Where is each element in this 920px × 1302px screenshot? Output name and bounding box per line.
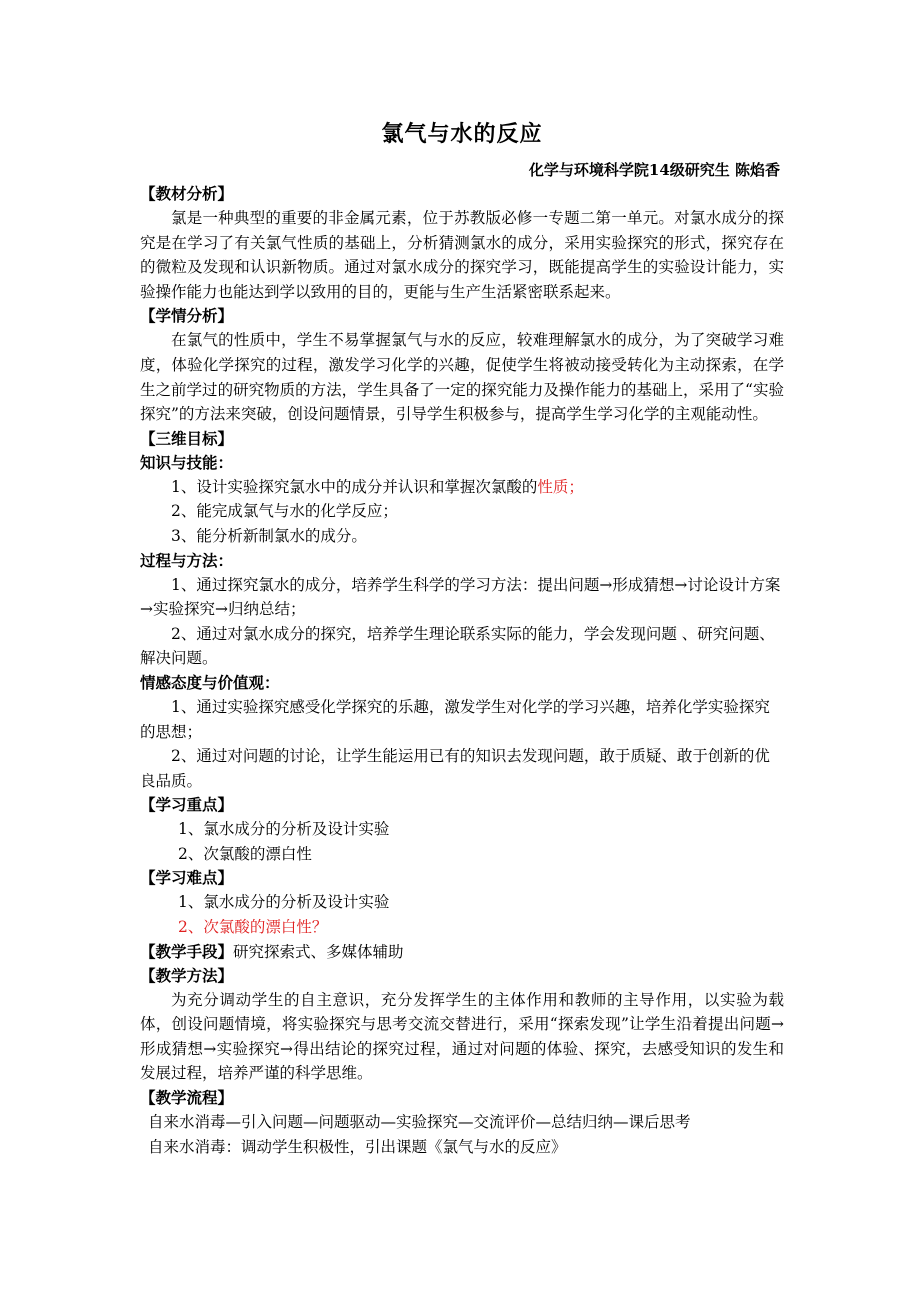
- author-line: 化学与环境科学院14级研究生 陈焰香: [528, 161, 780, 179]
- process-methods-label: 过程与方法：: [140, 550, 234, 570]
- difficulty-item-1: 1、氯水成分的分析及设计实验: [178, 893, 390, 912]
- difficulty-item-2: 2、次氯酸的漂白性？: [178, 918, 328, 937]
- keypoint-item-1: 1、氯水成分的分析及设计实验: [178, 820, 390, 839]
- material-analysis-text: 氯是一种典型的重要的非金属元素，位于苏教版必修一专题二第一单元。对氯水成分的探究是在学习了有关氯气性质的基础上，分析猜测氯水的成分，采用实验探究的形式，探究存在的微粒及发现和认识新物质。通过对氯水成分的探究学习，既能提高学生的实验设计能力，实验操作能力也能达到学以致用的目的，更能与生产生活紧密联系起来。: [140, 209, 784, 301]
- section-heading-material: 【教材分析】: [140, 184, 234, 203]
- section-heading-flow: 【教学流程】: [140, 1088, 234, 1108]
- section-heading-difficulties: 【学习难点】: [140, 868, 234, 888]
- knowledge-skills-label: 知识与技能：: [140, 452, 234, 472]
- process-item-2: 2、通过对氯水成分的探究，培养学生理论联系实际的能力，学会发现问题 、研究问题、解决问题。: [140, 624, 775, 668]
- section-heading-students: 【学情分析】: [140, 306, 234, 326]
- emotion-values-label: 情感态度与价值观：: [140, 672, 280, 692]
- teaching-means-text: 研究探索式、多媒体辅助: [233, 942, 404, 961]
- knowledge-item-1-highlight: 性质；: [537, 477, 584, 496]
- teaching-means-line: [140, 940, 784, 964]
- knowledge-item-3: 3、能分析新制氯水的成分。: [171, 526, 367, 545]
- section-heading-means: 【教学手段】: [140, 941, 234, 961]
- document-page: [140, 118, 784, 1159]
- section-heading-methods: 【教学方法】: [140, 965, 234, 985]
- section-heading-goals: 【三维目标】: [140, 428, 234, 448]
- emotion-item-1: 1、通过实验探究感受化学探究的乐趣，激发学生对化学的学习兴趣，培养化学实验探究的思想；: [140, 697, 770, 741]
- keypoint-item-2: 2、次氯酸的漂白性: [178, 844, 312, 863]
- knowledge-item-1-text: 1、设计实验探究氯水中的成分并认识和掌握次氯酸的: [171, 477, 538, 496]
- document-title: 氯气与水的反应: [381, 122, 543, 147]
- teaching-flow-line-2: 自来水消毒：调动学生积极性，引出课题《氯气与水的反应》: [148, 1137, 567, 1156]
- knowledge-item-2: 2、能完成氯气与水的化学反应；: [171, 502, 398, 521]
- teaching-methods-text: 为充分调动学生的自主意识，充分发挥学生的主体作用和教师的主导作用，以实验为载体，创设问题情境，将实验探究与思考交流交替进行，采用“探索发现”让学生沿着提出问题→形成猜想→实验探究→得出结论的探究过程，通过对问题的体验、探究，去感受知识的发生和发展过程，培养严谨的科学思维。: [140, 990, 784, 1083]
- emotion-item-2: 2、通过对问题的讨论，让学生能运用已有的知识去发现问题，敢于质疑、敢于创新的优良品质。: [140, 747, 770, 790]
- student-analysis-text: 在氯气的性质中，学生不易掌握氯气与水的反应，较难理解氯水的成分，为了突破学习难度，体验化学探究的过程，激发学习化学的兴趣，促使学生将被动接受转化为主动探索，在学生之前学过的研究物质的方法，学生具备了一定的探究能力及操作能力的基础上，采用了“实验探究”的方法来突破，创设问题情景，引导学生积极参与，提高学生学习化学的主观能动性。: [140, 331, 784, 424]
- process-item-1: 1、通过探究氯水的成分，培养学生科学的学习方法：提出问题→形成猜想→讨论设计方案 →实验探究→归纳总结；: [140, 575, 781, 619]
- teaching-flow-line-1: 自来水消毒—引入问题—问题驱动—实验探究—交流评价—总结归纳—课后思考: [148, 1113, 691, 1132]
- section-heading-keypoints: 【学习重点】: [140, 795, 234, 815]
- knowledge-item-1: [140, 475, 784, 500]
